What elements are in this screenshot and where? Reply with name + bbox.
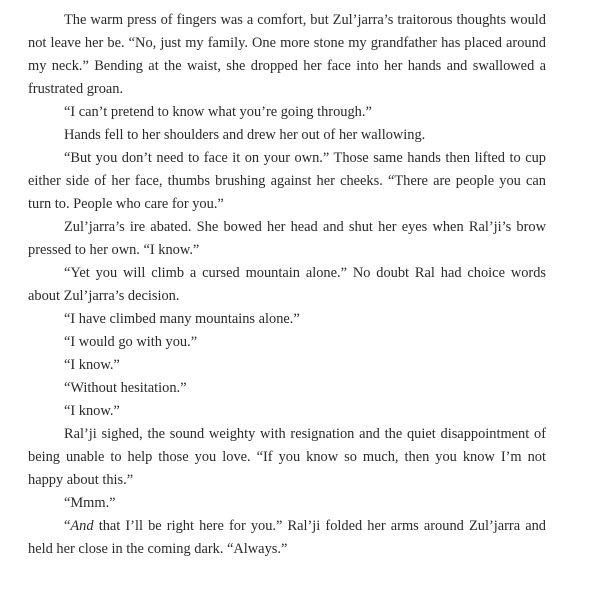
- paragraph-12: Ral’ji sighed, the sound weighty with resignation and the quiet disappointment of being unable to help those you love. “If you know so much, then you know I’m not happy about this.”: [28, 426, 546, 488]
- paragraph-2: “I can’t pretend to know what you’re going through.”: [64, 104, 372, 120]
- paragraph-9: “I know.”: [64, 357, 120, 373]
- open-quote: “: [64, 518, 71, 534]
- paragraph-10: “Without hesitation.”: [64, 380, 187, 396]
- paragraph-14: [28, 515, 546, 561]
- paragraph-7: “I have climbed many mountains alone.”: [64, 311, 300, 327]
- paragraph-11: “I know.”: [64, 403, 120, 419]
- book-page: [28, 9, 546, 561]
- paragraph-13: “Mmm.”: [64, 495, 116, 511]
- paragraph-1: The warm press of fingers was a comfort, but Zul’jarra’s traitorous thoughts would not leave her be. “No, just my family. One more stone my grandfather has placed around my neck.” Bending at the waist, she dropped her face into her hands and swallowed a frustrated groan.: [28, 12, 546, 97]
- paragraph-8: “I would go with you.”: [64, 334, 198, 350]
- paragraph-4: “But you don’t need to face it on your own.” Those same hands then lifted to cup either side of her face, thumbs brushing against her cheeks. “There are people you can turn to. People who care for you.”: [28, 150, 546, 212]
- paragraph-5: Zul’jarra’s ire abated. She bowed her head and shut her eyes when Ral’ji’s brow pressed to her own. “I know.”: [28, 219, 546, 258]
- paragraph-14-rest: that I’ll be right here for you.” Ral’ji folded her arms around Zul’jarra and held her close in the coming dark. “Always.”: [28, 518, 546, 557]
- italic-word: And: [70, 518, 94, 534]
- paragraph-6: “Yet you will climb a cursed mountain alone.” No doubt Ral had choice words about Zul’jarra’s decision.: [28, 265, 546, 304]
- paragraph-3: Hands fell to her shoulders and drew her out of her wallowing.: [64, 127, 426, 143]
